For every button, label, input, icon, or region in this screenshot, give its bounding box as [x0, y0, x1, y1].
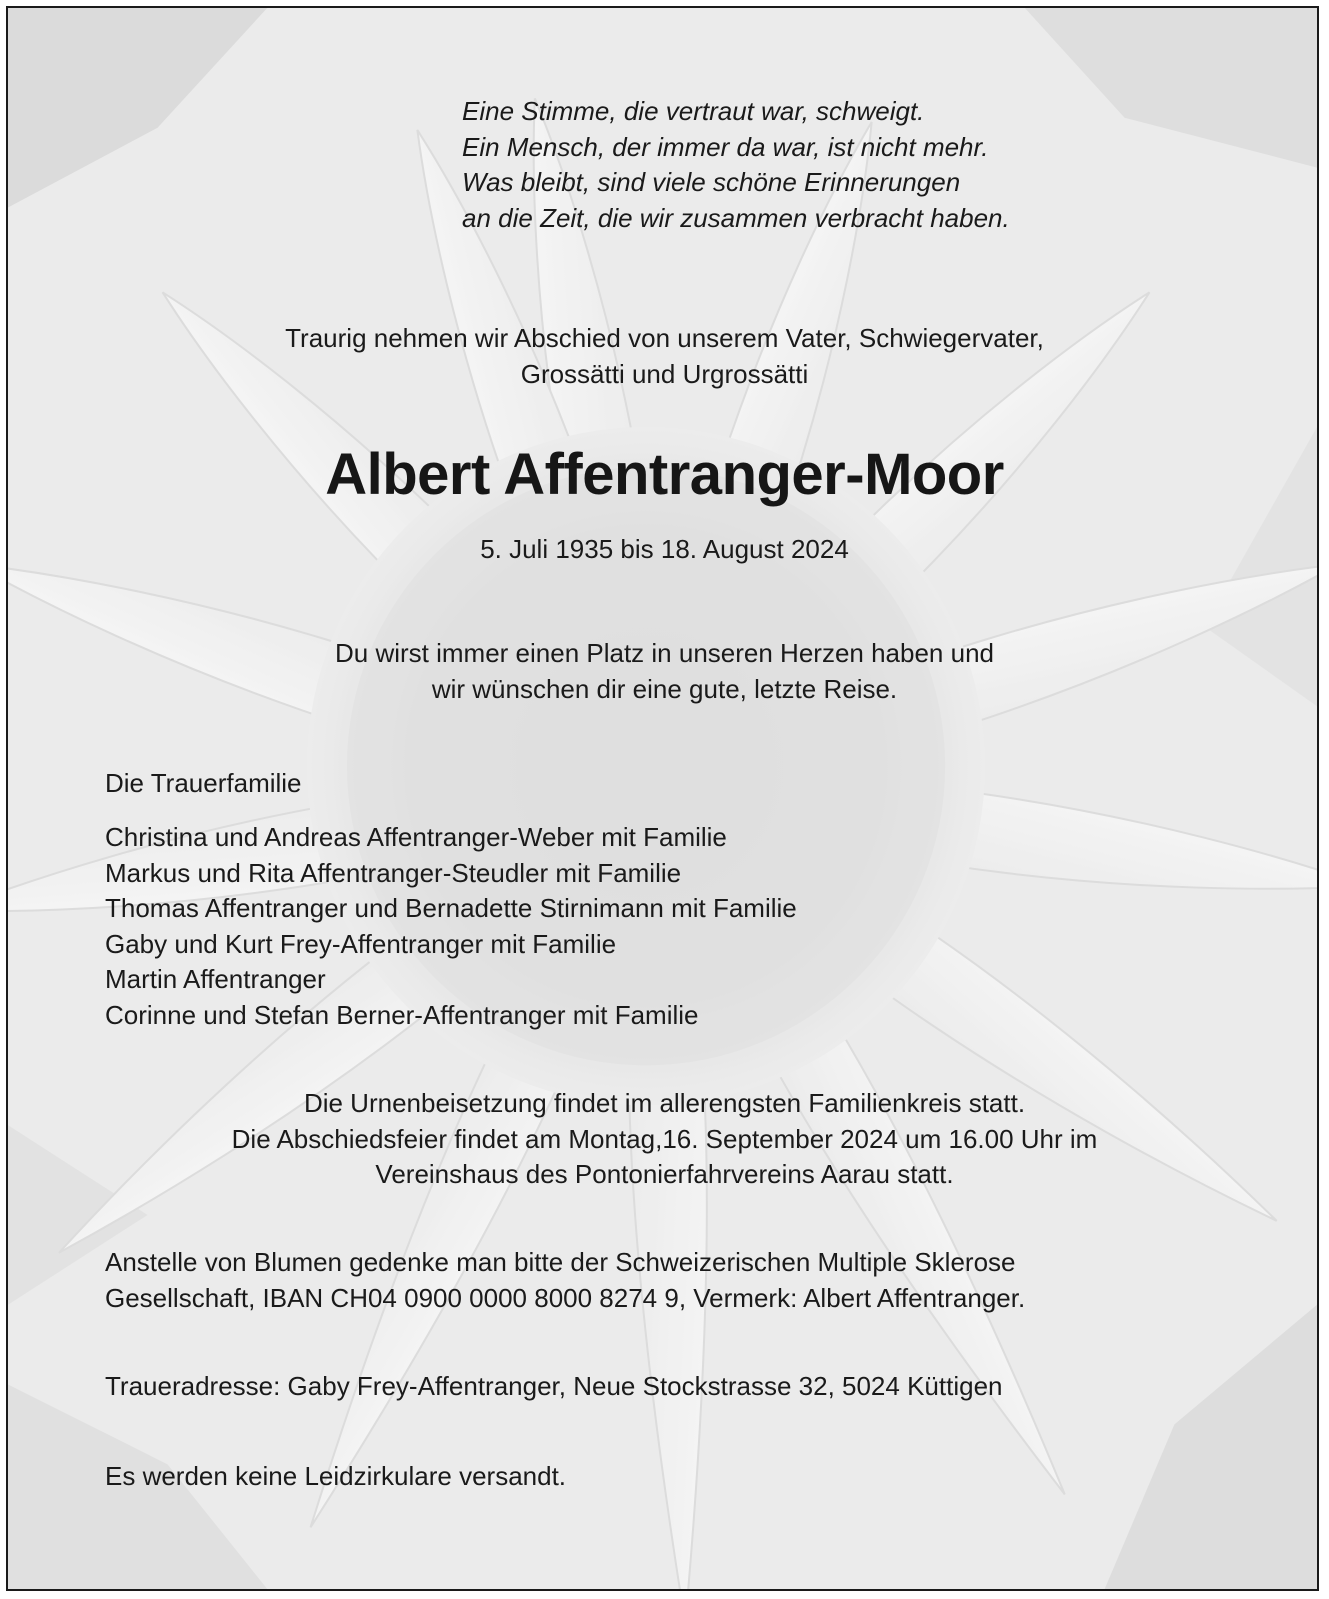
circular-notice: Es werden keine Leidzirkulare versandt. — [105, 1461, 567, 1491]
poem-line: Eine Stimme, die vertraut war, schweigt. — [462, 96, 925, 126]
family-member: Markus und Rita Affentranger-Steudler mit Familie — [105, 857, 682, 888]
family-title: Die Trauerfamilie — [105, 768, 302, 798]
ceremony-line: Die Urnenbeisetzung findet im allerengsten Familienkreis statt. — [303, 1088, 1026, 1118]
ceremony-line: Vereinshaus des Pontonierfahrvereins Aarau statt. — [375, 1159, 954, 1189]
mourning-address: Traueradresse: Gaby Frey-Affentranger, Neue Stockstrasse 32, 5024 Küttigen — [105, 1371, 1003, 1401]
poem — [462, 94, 1010, 236]
family-member: Christina und Andreas Affentranger-Weber mit Familie — [105, 822, 727, 852]
farewell-line: Du wirst immer einen Platz in unseren Herzen haben und — [334, 638, 994, 668]
poem-line: Was bleibt, sind viele schöne Erinnerungen — [462, 167, 961, 197]
ceremony-info — [8, 1086, 1319, 1193]
intro-text — [8, 321, 1319, 392]
farewell-text — [8, 636, 1319, 707]
donation-line: Anstelle von Blumen gedenke man bitte der Schweizerischen Multiple Sklerose — [105, 1247, 1016, 1277]
intro-line: Grossätti und Urgrossätti — [520, 358, 809, 389]
family-member: Corinne und Stefan Berner-Affentranger mit Familie — [105, 999, 699, 1030]
deceased-name: Albert Affentranger-Moor — [325, 442, 1004, 507]
obituary-content — [8, 8, 1317, 1589]
family-member: Martin Affentranger — [105, 964, 326, 994]
farewell-line: wir wünschen dir eine gute, letzte Reise. — [431, 673, 898, 704]
donation-line: Gesellschaft, IBAN CH04 0900 0000 8000 8274 9, Vermerk: Albert Affentranger. — [105, 1282, 1026, 1313]
poem-line: Ein Mensch, der immer da war, ist nicht mehr. — [462, 131, 989, 162]
intro-line: Traurig nehmen wir Abschied von unserem Vater, Schwiegervater, — [285, 323, 1044, 353]
donation-info — [105, 1245, 1025, 1316]
family-member: Thomas Affentranger und Bernadette Stirnimann mit Familie — [105, 893, 797, 923]
family-members-list — [105, 820, 797, 1033]
life-dates: 5. Juli 1935 bis 18. August 2024 — [480, 534, 849, 564]
obituary-card — [6, 6, 1319, 1591]
poem-line: an die Zeit, die wir zusammen verbracht haben. — [462, 202, 1010, 233]
family-member: Gaby und Kurt Frey-Affentranger mit Familie — [105, 928, 617, 959]
ceremony-line: Die Abschiedsfeier findet am Montag,16. September 2024 um 16.00 Uhr im — [231, 1123, 1098, 1154]
